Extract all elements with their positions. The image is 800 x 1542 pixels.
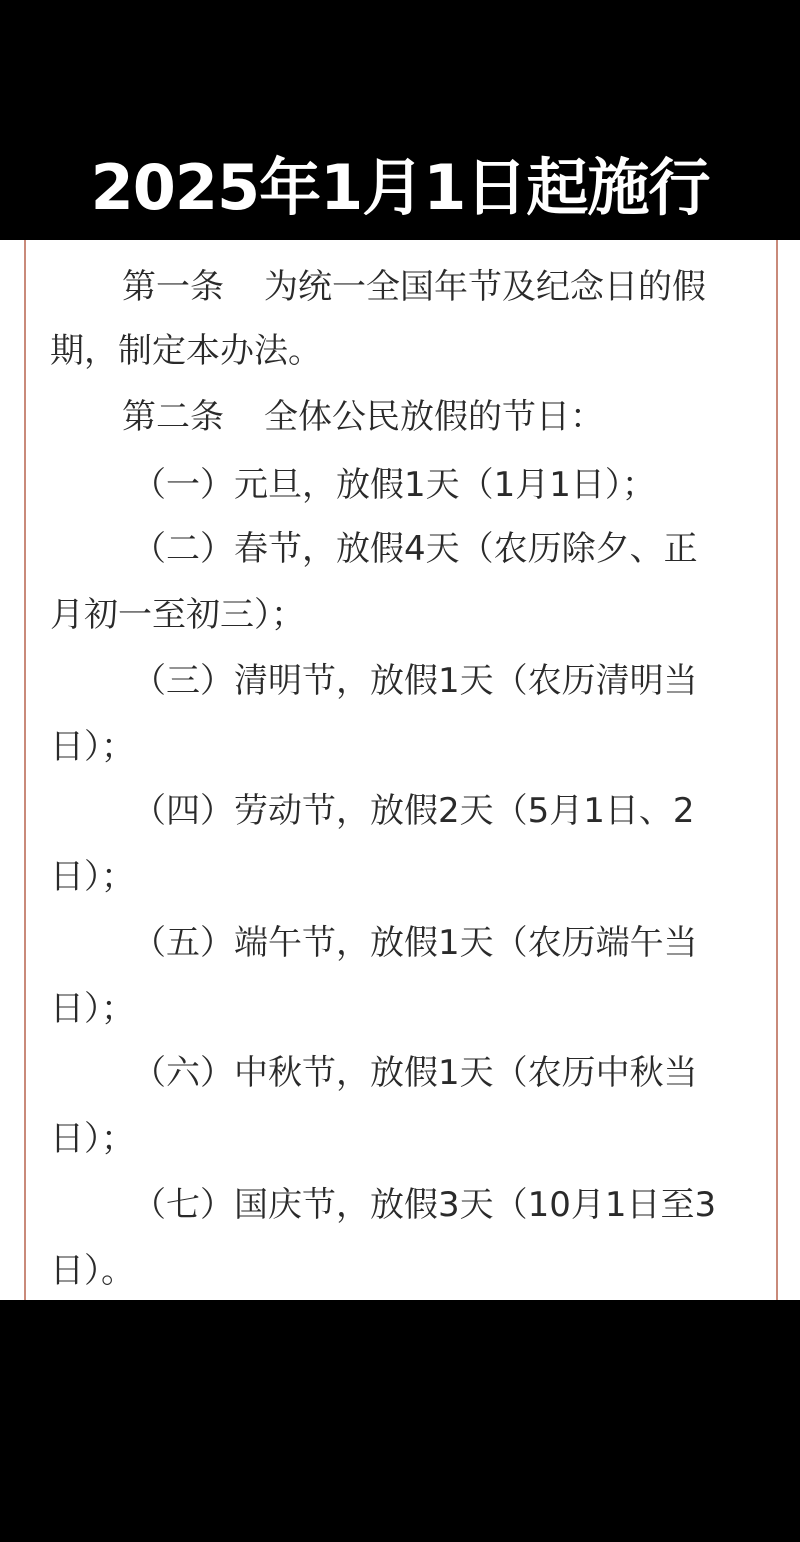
holiday-item-6-line-1: （六）中秋节，放假1天（农历中秋当 — [132, 1053, 698, 1093]
bottom-black-area — [0, 1300, 800, 1542]
holiday-item-7-line-2: 日）。 — [50, 1251, 135, 1291]
holiday-item-2-line-1: （二）春节，放假4天（农历除夕、正 — [132, 529, 698, 569]
article-1-line-2: 期，制定本办法。 — [50, 331, 322, 371]
holiday-item-4-line-1: （四）劳动节，放假2天（5月1日、2 — [132, 791, 695, 831]
holiday-item-4-line-2: 日）； — [50, 857, 135, 897]
article-1-text-line-1: 为统一全国年节及纪念日的假 — [264, 267, 706, 307]
headline: 2025年1月1日起施行 — [90, 151, 710, 224]
page-border-right — [776, 240, 778, 1300]
holiday-item-5-line-1: （五）端午节，放假1天（农历端午当 — [132, 923, 698, 963]
holiday-item-2-line-2: 月初一至初三）； — [50, 595, 305, 635]
article-2-text: 全体公民放假的节日： — [264, 397, 604, 437]
holiday-item-3-line-2: 日）； — [50, 727, 135, 767]
holiday-item-6-line-2: 日）； — [50, 1119, 135, 1159]
article-1-line-1 — [122, 262, 706, 312]
article-1-label: 第一条 — [122, 267, 224, 307]
header-banner — [0, 0, 800, 240]
holiday-item-5-line-2: 日）； — [50, 989, 135, 1029]
document-page — [0, 240, 800, 1300]
article-2-line — [122, 392, 604, 442]
article-2-label: 第二条 — [122, 397, 224, 437]
holiday-item-3-line-1: （三）清明节，放假1天（农历清明当 — [132, 661, 698, 701]
holiday-item-7-line-1: （七）国庆节，放假3天（10月1日至3 — [132, 1185, 717, 1225]
holiday-item-1: （一）元旦，放假1天（1月1日）； — [132, 465, 656, 505]
page-border-left — [24, 240, 26, 1300]
